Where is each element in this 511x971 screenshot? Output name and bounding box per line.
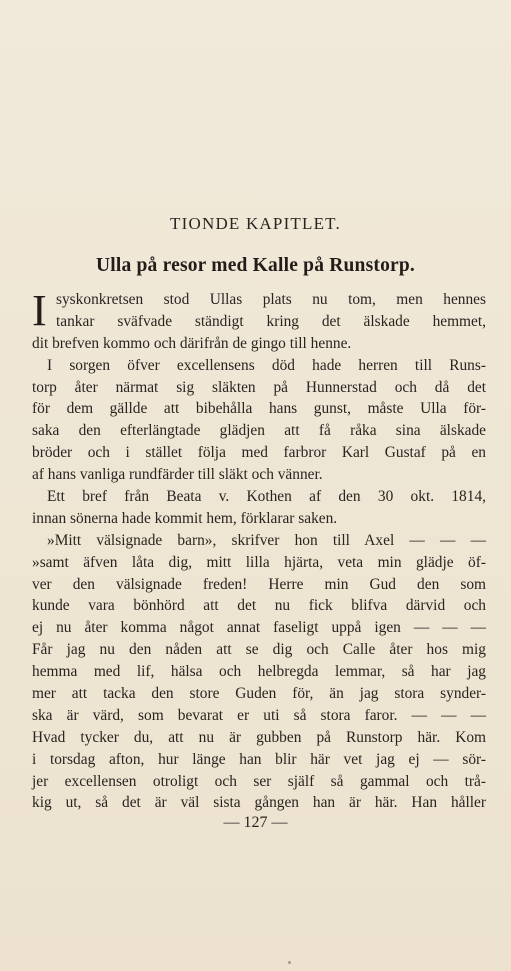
text-line: hemma med lif, hälsa och helbregda lemmar, så har jag [32,663,486,681]
text-line: Får jag nu den nåden att se dig och Calle åter hos mig [32,641,486,659]
paper-speck [288,961,291,964]
text-line: syskonkretsen stod Ullas plats nu tom, men hennes [56,291,486,308]
text-line: kig ut, så det är väl sista gången han är här. Han håller [32,794,486,812]
chapter-title: Ulla på resor med Kalle på Runstorp. [95,255,416,276]
text-line: i torsdag afton, hur länge han blir här vet jag ej — sör- [32,750,486,768]
chapter-heading: TIONDE KAPITLET. [170,214,341,233]
text-line: »Mitt välsignade barn», skrifver hon till Axel — — — [47,531,486,549]
text-line: saka den efterlängtade glädjen att få råka sina älskade [32,422,486,440]
text-line: »samt äfven låta dig, mitt lilla hjärta, veta min glädje öf- [32,553,486,571]
text-line: kunde vara bönhörd att det nu fick blifva därvid och [32,597,486,615]
text-line: för dem gällde att bibehålla hans gunst, måste Ulla för- [32,400,486,418]
text-line: torp åter närmat sig släkten på Hunnerstad och då det [32,378,486,396]
body-text [32,286,486,814]
first-paragraph [32,286,486,355]
text-line: ej nu åter komma något annat faseligt uppå igen — — — [32,619,486,637]
text-line: Ett bref från Beata v. Kothen af den 30 okt. 1814, [47,488,486,506]
text-line: af hans vanliga rundfärder till släkt och vänner. [32,466,323,484]
text-line: I sorgen öfver excellensens död hade herren till Runs- [47,356,486,374]
text-line: jer excellensen otroligt och ser själf så gammal och trå- [32,772,486,790]
text-line: ver den välsignade freden! Herre min Gud den som [32,575,486,593]
text-line: innan sönerna hade kommit hem, förklarar saken. [32,509,338,527]
drop-cap: I [32,286,47,335]
text-line: tankar sväfvade ständigt kring det älskade hemmet, [56,312,486,330]
text-line: dit brefven kommo och därifrån de gingo till henne. [32,334,352,352]
page-number: — 127 — [223,814,288,831]
text-line: mer att tacka den store Guden för, än jag stora synder- [32,685,486,703]
text-line: bröder och i stället följa med farbror Karl Gustaf på en [32,444,486,462]
text-line: Hvad tycker du, att nu är gubben på Runstorp här. Kom [32,728,486,746]
text-line: ska är värd, som bevarat er uti så stora faror. — — — [32,706,486,724]
